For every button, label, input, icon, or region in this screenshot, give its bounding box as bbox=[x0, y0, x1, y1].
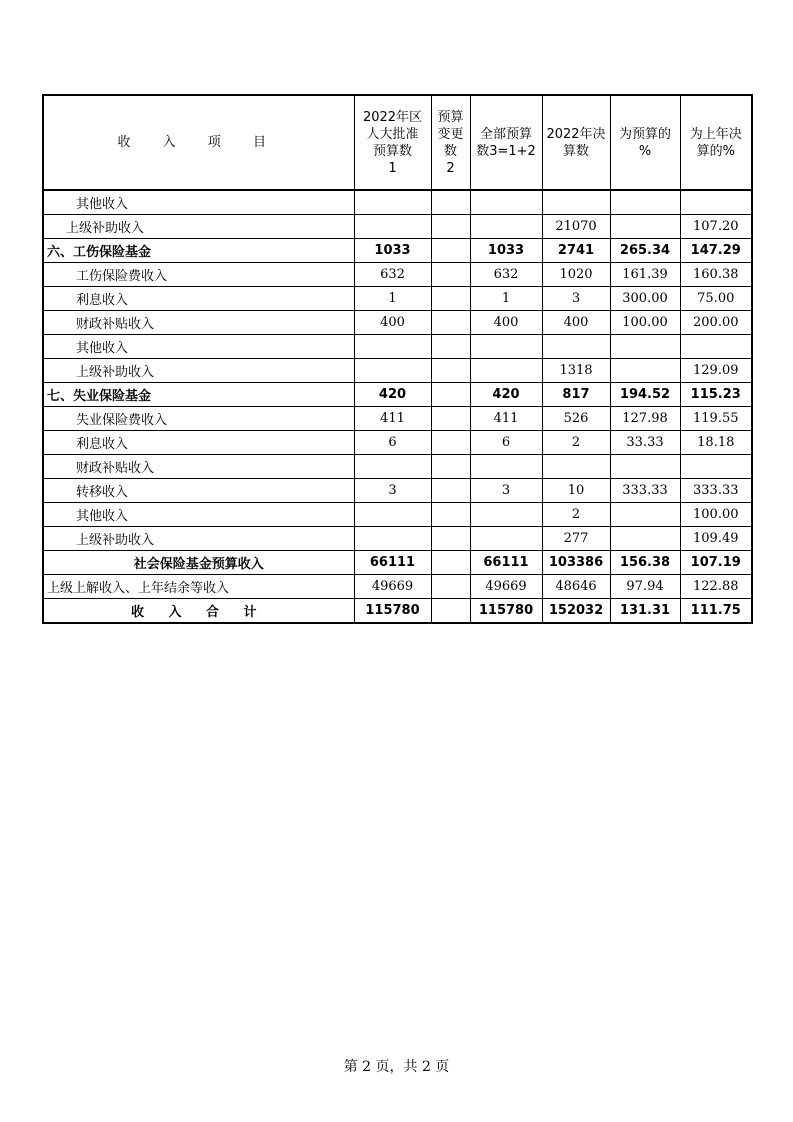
row-item-label: 利息收入 bbox=[43, 431, 354, 455]
row-item-label: 上级补助收入 bbox=[43, 527, 354, 551]
row-value-c4: 152032 bbox=[542, 599, 610, 624]
row-item-label: 其他收入 bbox=[43, 335, 354, 359]
header-budget-2022: 2022年区 人大批准 预算数 1 bbox=[354, 95, 431, 190]
row-value-c2 bbox=[431, 479, 470, 503]
page-footer: 第 2 页，共 2 页 bbox=[343, 1059, 450, 1075]
row-value-c6: 129.09 bbox=[680, 359, 752, 383]
row-value-c5 bbox=[610, 359, 680, 383]
row-value-c3: 411 bbox=[470, 407, 542, 431]
row-value-c3: 115780 bbox=[470, 599, 542, 624]
row-value-c2 bbox=[431, 287, 470, 311]
row-value-c4: 2 bbox=[542, 503, 610, 527]
row-value-c1: 115780 bbox=[354, 599, 431, 624]
row-value-c2 bbox=[431, 551, 470, 575]
row-value-c3: 66111 bbox=[470, 551, 542, 575]
row-value-c6: 200.00 bbox=[680, 311, 752, 335]
row-item-label: 转移收入 bbox=[43, 479, 354, 503]
row-value-c6: 119.55 bbox=[680, 407, 752, 431]
row-item-label: 七、失业保险基金 bbox=[43, 383, 354, 407]
header-adjustment: 预算 变更 数 2 bbox=[431, 95, 470, 190]
row-value-c4: 2 bbox=[542, 431, 610, 455]
header-pct-last-year: 为上年决 算的% bbox=[680, 95, 752, 190]
row-value-c1: 6 bbox=[354, 431, 431, 455]
row-value-c5 bbox=[610, 527, 680, 551]
row-value-c4 bbox=[542, 335, 610, 359]
table-row bbox=[43, 239, 752, 263]
row-value-c5: 127.98 bbox=[610, 407, 680, 431]
row-value-c1: 411 bbox=[354, 407, 431, 431]
row-value-c5: 33.33 bbox=[610, 431, 680, 455]
row-value-c2 bbox=[431, 503, 470, 527]
row-value-c5: 131.31 bbox=[610, 599, 680, 624]
table-row bbox=[43, 455, 752, 479]
row-value-c4: 2741 bbox=[542, 239, 610, 263]
row-value-c5 bbox=[610, 503, 680, 527]
row-value-c4: 400 bbox=[542, 311, 610, 335]
table-row bbox=[43, 503, 752, 527]
table-row bbox=[43, 215, 752, 239]
row-value-c2 bbox=[431, 599, 470, 624]
row-value-c4: 3 bbox=[542, 287, 610, 311]
row-value-c6: 109.49 bbox=[680, 527, 752, 551]
row-value-c2 bbox=[431, 239, 470, 263]
row-value-c3 bbox=[470, 190, 542, 215]
row-value-c5: 265.34 bbox=[610, 239, 680, 263]
table-row bbox=[43, 407, 752, 431]
row-value-c4: 817 bbox=[542, 383, 610, 407]
row-value-c3 bbox=[470, 455, 542, 479]
row-value-c3: 49669 bbox=[470, 575, 542, 599]
row-value-c4: 526 bbox=[542, 407, 610, 431]
row-value-c5: 100.00 bbox=[610, 311, 680, 335]
table-row bbox=[43, 359, 752, 383]
row-value-c5 bbox=[610, 190, 680, 215]
row-value-c1 bbox=[354, 335, 431, 359]
row-value-c4: 277 bbox=[542, 527, 610, 551]
row-value-c6: 107.20 bbox=[680, 215, 752, 239]
row-value-c2 bbox=[431, 431, 470, 455]
row-value-c1: 49669 bbox=[354, 575, 431, 599]
table-row bbox=[43, 383, 752, 407]
row-value-c1 bbox=[354, 359, 431, 383]
table-row bbox=[43, 527, 752, 551]
row-item-label: 其他收入 bbox=[43, 190, 354, 215]
row-value-c3: 1033 bbox=[470, 239, 542, 263]
row-value-c5 bbox=[610, 455, 680, 479]
row-item-label: 收 入 合 计 bbox=[43, 599, 354, 624]
row-item-label: 其他收入 bbox=[43, 503, 354, 527]
row-value-c6: 160.38 bbox=[680, 263, 752, 287]
header-total-budget: 全部预算 数3=1+2 bbox=[470, 95, 542, 190]
row-value-c2 bbox=[431, 575, 470, 599]
row-value-c2 bbox=[431, 383, 470, 407]
table-row bbox=[43, 431, 752, 455]
row-value-c5 bbox=[610, 335, 680, 359]
row-value-c1: 3 bbox=[354, 479, 431, 503]
row-value-c6: 18.18 bbox=[680, 431, 752, 455]
row-value-c1: 1033 bbox=[354, 239, 431, 263]
revenue-table bbox=[42, 94, 753, 624]
row-value-c2 bbox=[431, 359, 470, 383]
row-value-c3: 420 bbox=[470, 383, 542, 407]
table-header-row bbox=[43, 95, 752, 190]
row-value-c6: 122.88 bbox=[680, 575, 752, 599]
row-value-c1 bbox=[354, 527, 431, 551]
row-item-label: 社会保险基金预算收入 bbox=[43, 551, 354, 575]
row-value-c5: 156.38 bbox=[610, 551, 680, 575]
row-value-c3: 3 bbox=[470, 479, 542, 503]
row-value-c5: 333.33 bbox=[610, 479, 680, 503]
row-value-c1: 66111 bbox=[354, 551, 431, 575]
row-value-c6 bbox=[680, 190, 752, 215]
row-value-c4: 103386 bbox=[542, 551, 610, 575]
header-pct-budget: 为预算的 % bbox=[610, 95, 680, 190]
row-value-c1 bbox=[354, 190, 431, 215]
table-row bbox=[43, 287, 752, 311]
table-body bbox=[43, 190, 752, 623]
table-row bbox=[43, 599, 752, 624]
row-value-c6: 107.19 bbox=[680, 551, 752, 575]
row-value-c6 bbox=[680, 455, 752, 479]
row-item-label: 上级上解收入、上年结余等收入 bbox=[43, 575, 354, 599]
row-value-c4: 10 bbox=[542, 479, 610, 503]
row-value-c1: 1 bbox=[354, 287, 431, 311]
row-value-c1 bbox=[354, 455, 431, 479]
row-value-c5: 161.39 bbox=[610, 263, 680, 287]
row-item-label: 上级补助收入 bbox=[43, 215, 354, 239]
header-final-2022: 2022年决 算数 bbox=[542, 95, 610, 190]
row-value-c5: 300.00 bbox=[610, 287, 680, 311]
row-value-c1: 400 bbox=[354, 311, 431, 335]
header-item: 收 入 项 目 bbox=[43, 95, 354, 190]
row-value-c6: 333.33 bbox=[680, 479, 752, 503]
row-value-c5: 194.52 bbox=[610, 383, 680, 407]
row-value-c4: 48646 bbox=[542, 575, 610, 599]
row-value-c5: 97.94 bbox=[610, 575, 680, 599]
row-value-c5 bbox=[610, 215, 680, 239]
table-row bbox=[43, 335, 752, 359]
row-value-c2 bbox=[431, 407, 470, 431]
row-value-c4 bbox=[542, 190, 610, 215]
row-value-c1: 632 bbox=[354, 263, 431, 287]
table-row bbox=[43, 190, 752, 215]
row-value-c3: 6 bbox=[470, 431, 542, 455]
row-value-c4: 1318 bbox=[542, 359, 610, 383]
row-value-c3 bbox=[470, 215, 542, 239]
row-item-label: 失业保险费收入 bbox=[43, 407, 354, 431]
row-item-label: 财政补贴收入 bbox=[43, 311, 354, 335]
row-value-c2 bbox=[431, 215, 470, 239]
row-item-label: 财政补贴收入 bbox=[43, 455, 354, 479]
row-value-c3 bbox=[470, 359, 542, 383]
row-value-c2 bbox=[431, 263, 470, 287]
table-row bbox=[43, 575, 752, 599]
row-item-label: 上级补助收入 bbox=[43, 359, 354, 383]
table-row bbox=[43, 311, 752, 335]
row-value-c3 bbox=[470, 527, 542, 551]
row-value-c3: 400 bbox=[470, 311, 542, 335]
row-item-label: 六、工伤保险基金 bbox=[43, 239, 354, 263]
row-value-c2 bbox=[431, 527, 470, 551]
row-value-c2 bbox=[431, 335, 470, 359]
row-value-c2 bbox=[431, 190, 470, 215]
row-value-c4 bbox=[542, 455, 610, 479]
row-value-c6 bbox=[680, 335, 752, 359]
row-value-c6: 100.00 bbox=[680, 503, 752, 527]
row-value-c1: 420 bbox=[354, 383, 431, 407]
row-value-c6: 147.29 bbox=[680, 239, 752, 263]
row-value-c6: 115.23 bbox=[680, 383, 752, 407]
table-row bbox=[43, 551, 752, 575]
row-value-c3 bbox=[470, 335, 542, 359]
row-value-c6: 75.00 bbox=[680, 287, 752, 311]
row-value-c2 bbox=[431, 311, 470, 335]
row-value-c1 bbox=[354, 503, 431, 527]
row-value-c2 bbox=[431, 455, 470, 479]
row-item-label: 利息收入 bbox=[43, 287, 354, 311]
row-value-c4: 21070 bbox=[542, 215, 610, 239]
table-row bbox=[43, 263, 752, 287]
row-value-c4: 1020 bbox=[542, 263, 610, 287]
table-row bbox=[43, 479, 752, 503]
row-value-c6: 111.75 bbox=[680, 599, 752, 624]
row-value-c3 bbox=[470, 503, 542, 527]
row-value-c3: 1 bbox=[470, 287, 542, 311]
row-item-label: 工伤保险费收入 bbox=[43, 263, 354, 287]
row-value-c3: 632 bbox=[470, 263, 542, 287]
row-value-c1 bbox=[354, 215, 431, 239]
